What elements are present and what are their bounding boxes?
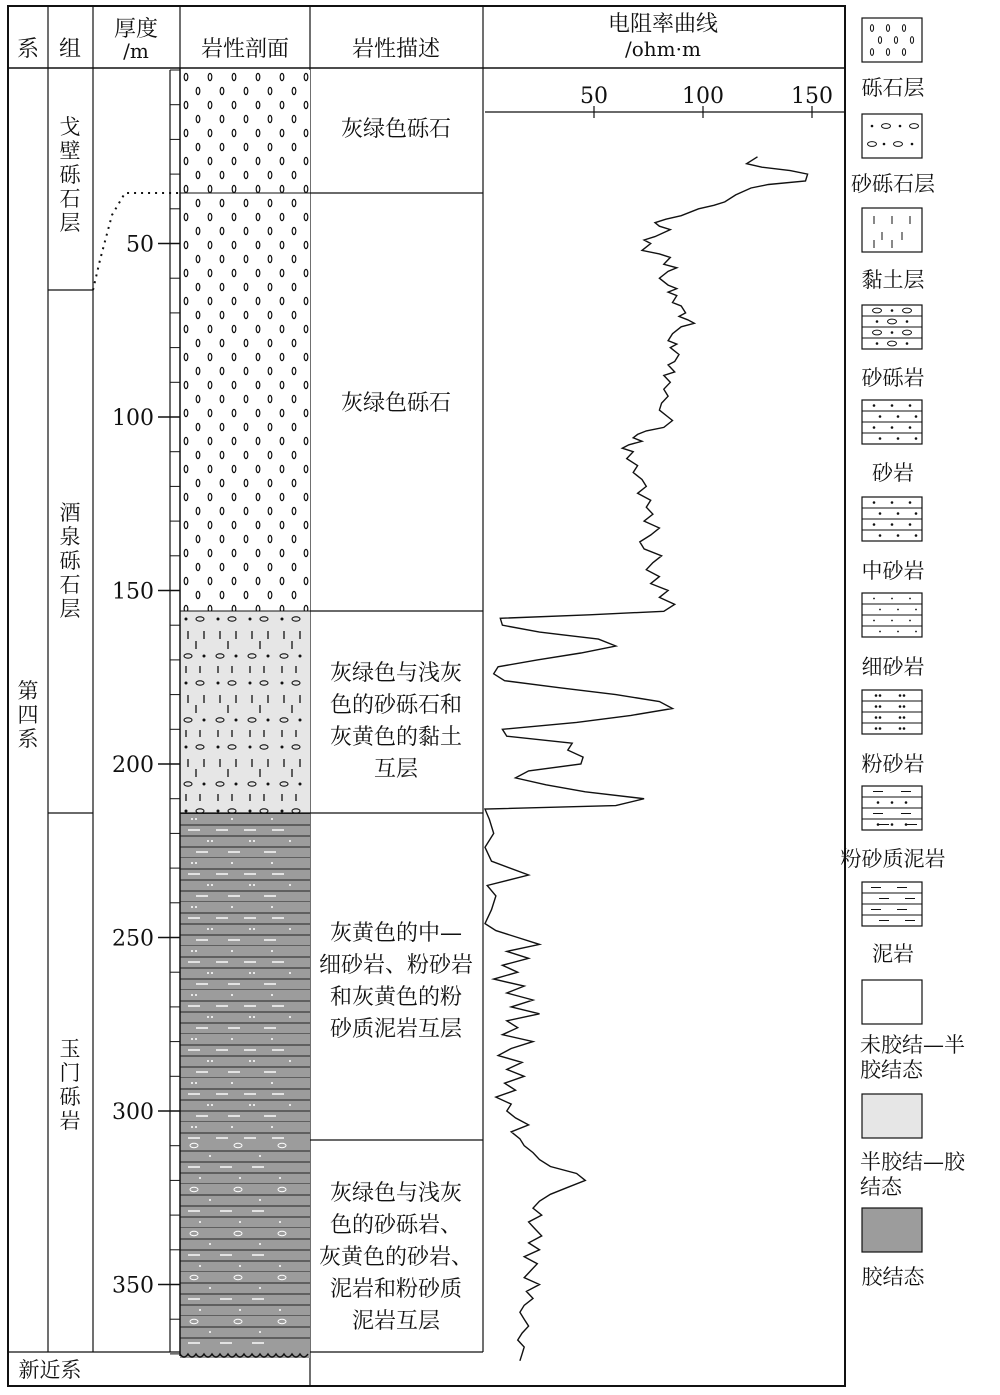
legend-item <box>862 882 922 966</box>
legend-swatch-mark <box>915 437 918 440</box>
legend-swatch-mark <box>909 523 912 526</box>
section-conglomerate-mudstone <box>180 1140 310 1358</box>
header-group: 组 <box>58 37 82 62</box>
group-label-char: 层 <box>59 211 81 235</box>
legend-item <box>841 786 946 871</box>
legend-swatch-mark <box>909 620 911 622</box>
legend-item <box>860 980 965 1082</box>
legend-swatch-mark <box>897 437 900 440</box>
legend-swatch-mark <box>915 631 917 633</box>
header-curve-unit: /ohm·m <box>625 37 701 61</box>
legend-swatch-mark <box>903 716 906 719</box>
legend-swatch-mark <box>879 415 882 418</box>
system-label-char: 系 <box>17 727 39 751</box>
description-line: 色的砂砾岩、 <box>329 1213 463 1238</box>
description-line: 泥岩和粉砂质 <box>329 1277 463 1302</box>
description-line: 灰绿色砾石 <box>340 117 452 142</box>
legend-swatch-mark <box>875 716 878 719</box>
description-line: 灰黄色的黏土 <box>329 725 463 750</box>
legend-swatch-mark <box>873 404 876 407</box>
legend-label: 未胶结—半 <box>860 1033 965 1057</box>
depth-tick-label: 300 <box>112 1100 154 1125</box>
group-label-char: 层 <box>59 597 81 621</box>
legend-swatch-mark <box>899 125 902 128</box>
legend-swatch-mark <box>883 143 886 146</box>
resistivity-tick-label: 100 <box>682 84 724 109</box>
depth-tick-label: 50 <box>126 232 154 258</box>
legend-swatch-mark <box>899 727 902 730</box>
legend-label: 中砂岩 <box>861 559 925 583</box>
header-curve: 电阻率曲线 <box>607 12 719 37</box>
legend-swatch-mark <box>879 716 882 719</box>
system-label-char: 四 <box>17 703 39 727</box>
legend-swatch-mark <box>897 609 899 611</box>
legend-swatch-mark <box>891 404 894 407</box>
system-label-char: 第 <box>17 679 39 703</box>
legend-swatch-mark <box>879 609 881 611</box>
legend-swatch-mark <box>909 426 912 429</box>
legend-swatch-mark <box>879 631 881 633</box>
legend-label: 粉砂质泥岩 <box>840 847 946 871</box>
description-line: 灰绿色与浅灰 <box>329 1181 463 1206</box>
depth-tick-label: 350 <box>112 1273 154 1299</box>
group-label-char: 石 <box>59 573 81 597</box>
section-gravel <box>180 70 310 611</box>
legend-swatch-sandy-gravel <box>862 114 922 158</box>
legend-swatch-mark <box>873 426 876 429</box>
legend-swatch-mark <box>891 523 894 526</box>
legend-swatch-mark <box>891 426 894 429</box>
legend-swatch-mark <box>909 598 911 600</box>
group-label-char: 壁 <box>59 139 81 163</box>
legend-swatch-mark <box>899 694 902 697</box>
group-label-char: 砾 <box>59 549 81 573</box>
legend-swatch-mark <box>899 716 902 719</box>
legend-label: 胶结态 <box>861 1265 925 1289</box>
legend-item <box>862 208 925 292</box>
legend-label: 砂砾岩 <box>861 366 925 390</box>
legend-swatch-mark <box>915 534 918 537</box>
legend-swatch-mark <box>891 309 894 312</box>
resistivity-tick-label: 150 <box>791 84 833 109</box>
legend-swatch-mark <box>873 501 876 504</box>
header-section: 岩性剖面 <box>200 37 290 62</box>
description-line: 砂质泥岩互层 <box>329 1017 463 1042</box>
legend-swatch-mark <box>905 823 908 826</box>
legend-swatch-mark <box>891 598 893 600</box>
depth-tick-label: 250 <box>112 926 154 952</box>
legend-swatch-mark <box>911 143 914 146</box>
legend-item <box>862 400 922 485</box>
description-line: 灰绿色砾石 <box>340 391 452 416</box>
legend-item <box>860 1094 966 1199</box>
description-line: 细砂岩、粉砂岩 <box>318 953 474 978</box>
group-label-char: 砾 <box>59 1085 81 1109</box>
depth-tick-label: 200 <box>112 753 154 778</box>
description-line: 互层 <box>373 757 419 782</box>
group-label-char: 泉 <box>59 525 81 549</box>
legend-swatch-mark <box>879 437 882 440</box>
group-label-char: 石 <box>59 187 81 211</box>
section-sandstone-mudstone <box>180 813 310 1140</box>
depth-tick-label: 100 <box>112 406 154 431</box>
group-labels <box>60 115 82 1133</box>
description-line: 灰黄色的中— <box>329 921 463 946</box>
resistivity-tick-label: 50 <box>580 84 608 109</box>
legend-label: 结态 <box>860 1175 902 1199</box>
group-label-char: 门 <box>59 1061 81 1085</box>
legend-item <box>862 593 925 679</box>
legend-swatch-mark <box>915 415 918 418</box>
system-labels <box>18 679 82 1382</box>
legend-swatch-mark <box>876 342 879 345</box>
description-line: 灰绿色与浅灰 <box>329 661 463 686</box>
legend-swatch-mark <box>903 705 906 708</box>
legend-swatch-mark <box>891 801 894 804</box>
legend-swatch-consolidated <box>862 1208 922 1252</box>
legend-label: 砾石层 <box>861 76 925 100</box>
legend-swatch-mark <box>915 609 917 611</box>
legend-label: 胶结态 <box>860 1058 923 1082</box>
legend-label: 粉砂岩 <box>861 752 925 776</box>
legend-swatch-mark <box>873 523 876 526</box>
legend-swatch-mark <box>879 512 882 515</box>
legend-swatch-mark <box>875 694 878 697</box>
legend-swatch-mark <box>875 705 878 708</box>
legend-swatch-mark <box>877 801 880 804</box>
legend-swatch-mark <box>871 125 874 128</box>
group-label-char: 岩 <box>59 1109 81 1133</box>
legend-item <box>862 18 925 100</box>
section-sandy-gravel-clay <box>180 611 310 813</box>
legend-swatch-mark <box>897 512 900 515</box>
description-line: 和灰黄色的粉 <box>329 985 463 1010</box>
legend-item <box>862 690 925 776</box>
legend-swatch-mark <box>891 823 894 826</box>
legend-swatch-mark <box>891 501 894 504</box>
legend-item <box>851 114 935 196</box>
system-label-neogene: 新近系 <box>18 1358 82 1382</box>
description-line: 色的砂砾石和 <box>329 693 463 718</box>
header-thickness: 厚度 <box>113 17 159 42</box>
legend-swatch-mark <box>897 415 900 418</box>
legend-label: 泥岩 <box>872 942 914 966</box>
legend-swatch-mark <box>891 620 893 622</box>
description-line: 泥岩互层 <box>351 1309 441 1334</box>
depth-axis <box>112 70 180 1354</box>
depth-tick-label: 150 <box>112 579 154 605</box>
header-system: 系 <box>16 37 40 62</box>
legend-swatch-mark <box>899 705 902 708</box>
legend-swatch-mark <box>877 823 880 826</box>
legend-swatch-unconsolidated <box>862 980 922 1024</box>
legend-label: 砂砾石层 <box>851 172 935 196</box>
group-label-char: 酒 <box>59 501 81 525</box>
legend-label: 砂岩 <box>872 461 914 485</box>
legend-swatch-mark <box>915 512 918 515</box>
legend-swatch-mark <box>873 620 875 622</box>
legend-swatch-mark <box>903 727 906 730</box>
legend-swatch-mark <box>897 534 900 537</box>
legend-swatch-mark <box>879 727 882 730</box>
legend <box>841 18 966 1289</box>
legend-label: 细砂岩 <box>861 655 925 679</box>
legend-swatch-mark <box>891 331 894 334</box>
header-description: 岩性描述 <box>351 37 441 62</box>
group-label-char: 戈 <box>59 115 81 139</box>
legend-swatch-mark <box>909 501 912 504</box>
legend-label: 黏土层 <box>861 268 925 292</box>
legend-swatch-mark <box>906 342 909 345</box>
legend-swatch-mark <box>909 404 912 407</box>
legend-swatch-mark <box>875 727 878 730</box>
resistivity-curve-panel <box>485 84 833 1361</box>
legend-item <box>862 1208 926 1289</box>
legend-swatch-semi-consolidated <box>862 1094 922 1138</box>
legend-label: 半胶结—胶 <box>860 1150 965 1174</box>
legend-item <box>862 305 925 390</box>
legend-swatch-mark <box>897 631 899 633</box>
legend-item <box>862 497 925 583</box>
legend-swatch-mark <box>906 320 909 323</box>
legend-swatch-mark <box>876 320 879 323</box>
header-thickness-unit: /m <box>123 39 149 63</box>
legend-swatch-mark <box>903 694 906 697</box>
legend-swatch-mark <box>873 598 875 600</box>
legend-swatch-mark <box>879 534 882 537</box>
resistivity-series-line <box>485 157 808 1361</box>
legend-swatch-mark <box>879 694 882 697</box>
group-label-char: 玉 <box>59 1037 81 1061</box>
legend-swatch-mark <box>879 705 882 708</box>
group-label-char: 砾 <box>59 163 81 187</box>
legend-swatch-mark <box>905 801 908 804</box>
description-line: 灰黄色的砂岩、 <box>318 1245 474 1270</box>
lithology-descriptions <box>319 117 473 1334</box>
